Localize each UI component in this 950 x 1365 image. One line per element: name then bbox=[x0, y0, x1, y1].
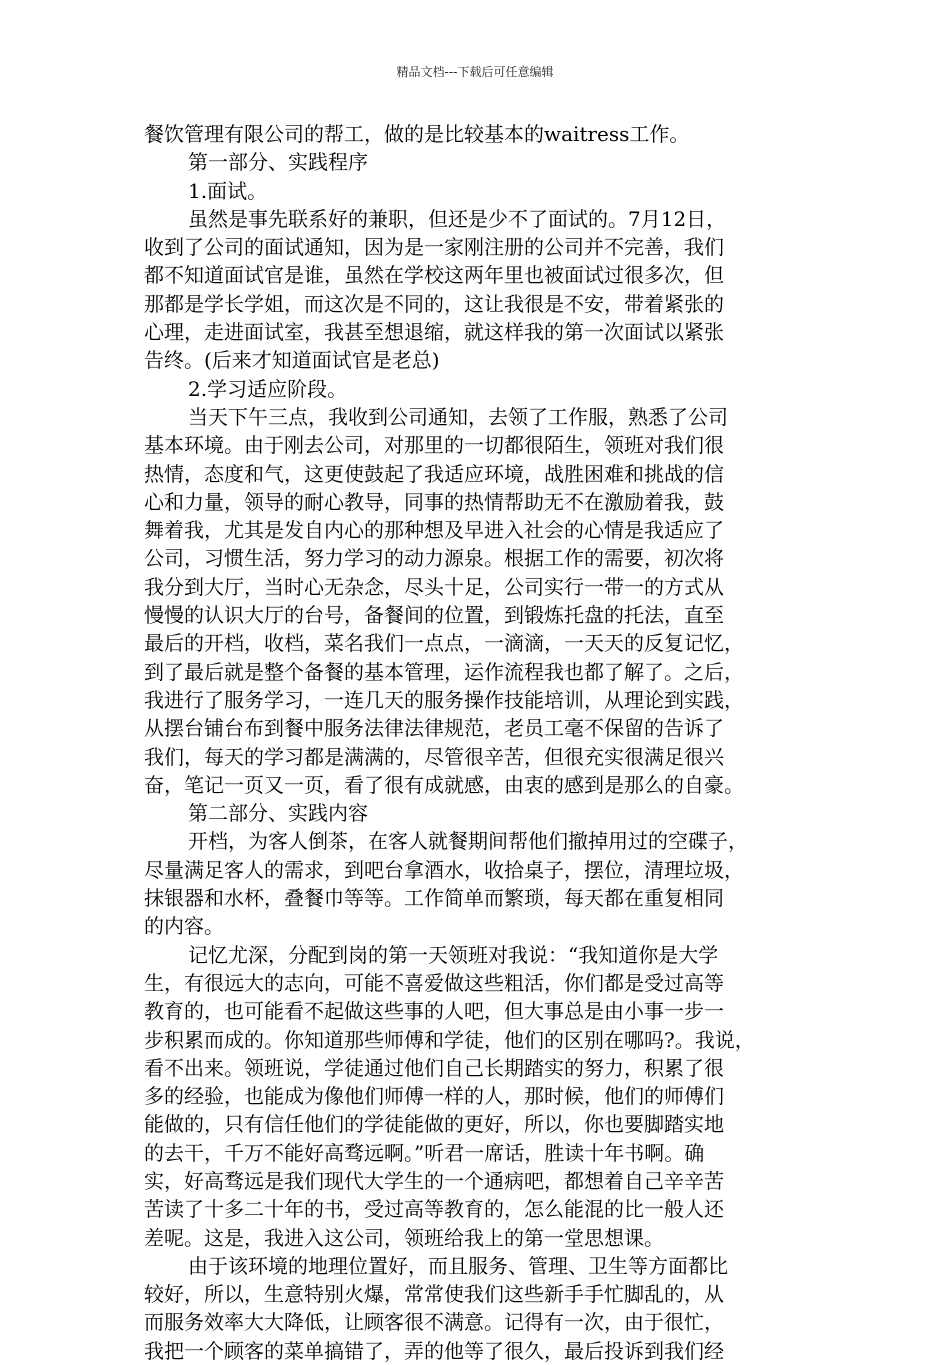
text-line: 舞着我，尤其是发自内心的那种想及早进入社会的心情是我适应了 bbox=[144, 518, 724, 543]
text-line: 生，有很远大的志向，可能不喜爱做这些粗活，你们都是受过高等 bbox=[144, 970, 724, 995]
text-line: 当天下午三点，我收到公司通知，去领了工作服，熟悉了公司 bbox=[188, 404, 728, 429]
text-line: 开档，为客人倒茶，在客人就餐期间帮他们撤掉用过的空碟子， bbox=[188, 829, 748, 854]
text-line: 由于该环境的地理位置好，而且服务、管理、卫生等方面都比 bbox=[188, 1253, 728, 1278]
page-header: 精品文档---下载后可任意编辑 bbox=[396, 65, 554, 79]
text-line: 虽然是事先联系好的兼职，但还是少不了面试的。7月12日， bbox=[188, 206, 727, 231]
text-line: 奋，笔记一页又一页，看了很有成就感，由衷的感到是那么的自豪。 bbox=[144, 772, 744, 797]
text-line: 第二部分、实践内容 bbox=[188, 801, 368, 826]
text-line: 最后的开档，收档，菜名我们一点点，一滴滴，一天天的反复记忆， bbox=[144, 631, 744, 656]
text-line: 餐饮管理有限公司的帮工，做的是比较基本的waitress工作。 bbox=[144, 122, 690, 146]
document-body bbox=[144, 120, 808, 1365]
text-line: 从摆台铺台布到餐中服务法律法律规范，老员工毫不保留的告诉了 bbox=[144, 716, 724, 741]
text-line: 慢慢的认识大厅的台号，备餐间的位置，到锻炼托盘的托法，直至 bbox=[144, 603, 724, 628]
text-line: 热情，态度和气，这更使鼓起了我适应环境，战胜困难和挑战的信 bbox=[144, 461, 724, 486]
text-line: 1.面试。 bbox=[188, 178, 268, 203]
text-line: 较好，所以，生意特别火爆，常常使我们这些新手手忙脚乱的，从 bbox=[144, 1282, 724, 1307]
text-line: 基本环境。由于刚去公司，对那里的一切都很陌生，领班对我们很 bbox=[144, 433, 724, 458]
text-line: 2.学习适应阶段。 bbox=[188, 376, 348, 401]
text-line: 的去干，千万不能好高骛远啊。”听君一席话，胜读十年书啊。确 bbox=[144, 1140, 705, 1165]
text-line: 记忆尤深，分配到岗的第一天领班对我说：“我知道你是大学 bbox=[188, 942, 719, 967]
text-line: 第一部分、实践程序 bbox=[188, 150, 368, 175]
text-line: 步积累而成的。你知道那些师傅和学徒，他们的区别在哪吗?。我说， bbox=[144, 1027, 755, 1052]
text-line: 我把一个顾客的菜单搞错了，弄的他等了很久，最后投诉到我们经 bbox=[144, 1338, 724, 1363]
text-line: 到了最后就是整个备餐的基本管理，运作流程我也都了解了。之后， bbox=[144, 659, 744, 684]
text-line: 苦读了十多二十年的书，受过高等教育的，怎么能混的比一般人还 bbox=[144, 1197, 724, 1222]
text-line: 收到了公司的面试通知，因为是一家刚注册的公司并不完善，我们 bbox=[144, 235, 724, 260]
text-line: 抹银器和水杯，叠餐巾等等。工作简单而繁琐，每天都在重复相同 bbox=[144, 886, 724, 911]
text-line: 我们，每天的学习都是满满的，尽管很辛苦，但很充实很满足很兴 bbox=[144, 744, 724, 769]
text-line: 而服务效率大大降低，让顾客很不满意。记得有一次，由于很忙， bbox=[144, 1310, 724, 1335]
text-line: 公司，习惯生活，努力学习的动力源泉。根据工作的需要，初次将 bbox=[144, 546, 724, 571]
text-line: 心和力量，领导的耐心教导，同事的热情帮助无不在激励着我，鼓 bbox=[144, 489, 724, 514]
text-line: 教育的，也可能看不起做这些事的人吧，但大事总是由小事一步一 bbox=[144, 999, 724, 1024]
text-line: 多的经验，也能成为像他们师傅一样的人，那时候，他们的师傅们 bbox=[144, 1084, 724, 1109]
text-line: 尽量满足客人的需求，到吧台拿酒水，收拾桌子，摆位，清理垃圾， bbox=[144, 857, 744, 882]
text-line: 能做的，只有信任他们的学徒能做的更好，所以，你也要脚踏实地 bbox=[144, 1112, 724, 1137]
text-line: 那都是学长学姐，而这次是不同的，这让我很是不安，带着紧张的 bbox=[144, 291, 724, 316]
text-line: 实，好高骛远是我们现代大学生的一个通病吧，都想着自己辛辛苦 bbox=[144, 1168, 724, 1193]
text-line: 心理，走进面试室，我甚至想退缩，就这样我的第一次面试以紧张 bbox=[144, 320, 724, 345]
text-line: 都不知道面试官是谁，虽然在学校这两年里也被面试过很多次，但 bbox=[144, 263, 724, 288]
text-line: 告终。(后来才知道面试官是老总) bbox=[144, 348, 440, 373]
text-line: 的内容。 bbox=[144, 914, 224, 939]
text-line: 我进行了服务学习，一连几天的服务操作技能培训，从理论到实践， bbox=[144, 687, 744, 712]
text-line: 差呢。这是，我进入这公司，领班给我上的第一堂思想课。 bbox=[144, 1225, 664, 1250]
text-line: 我分到大厅，当时心无杂念，尽头十足，公司实行一带一的方式从 bbox=[144, 574, 724, 599]
text-line: 看不出来。领班说，学徒通过他们自己长期踏实的努力，积累了很 bbox=[144, 1055, 724, 1080]
